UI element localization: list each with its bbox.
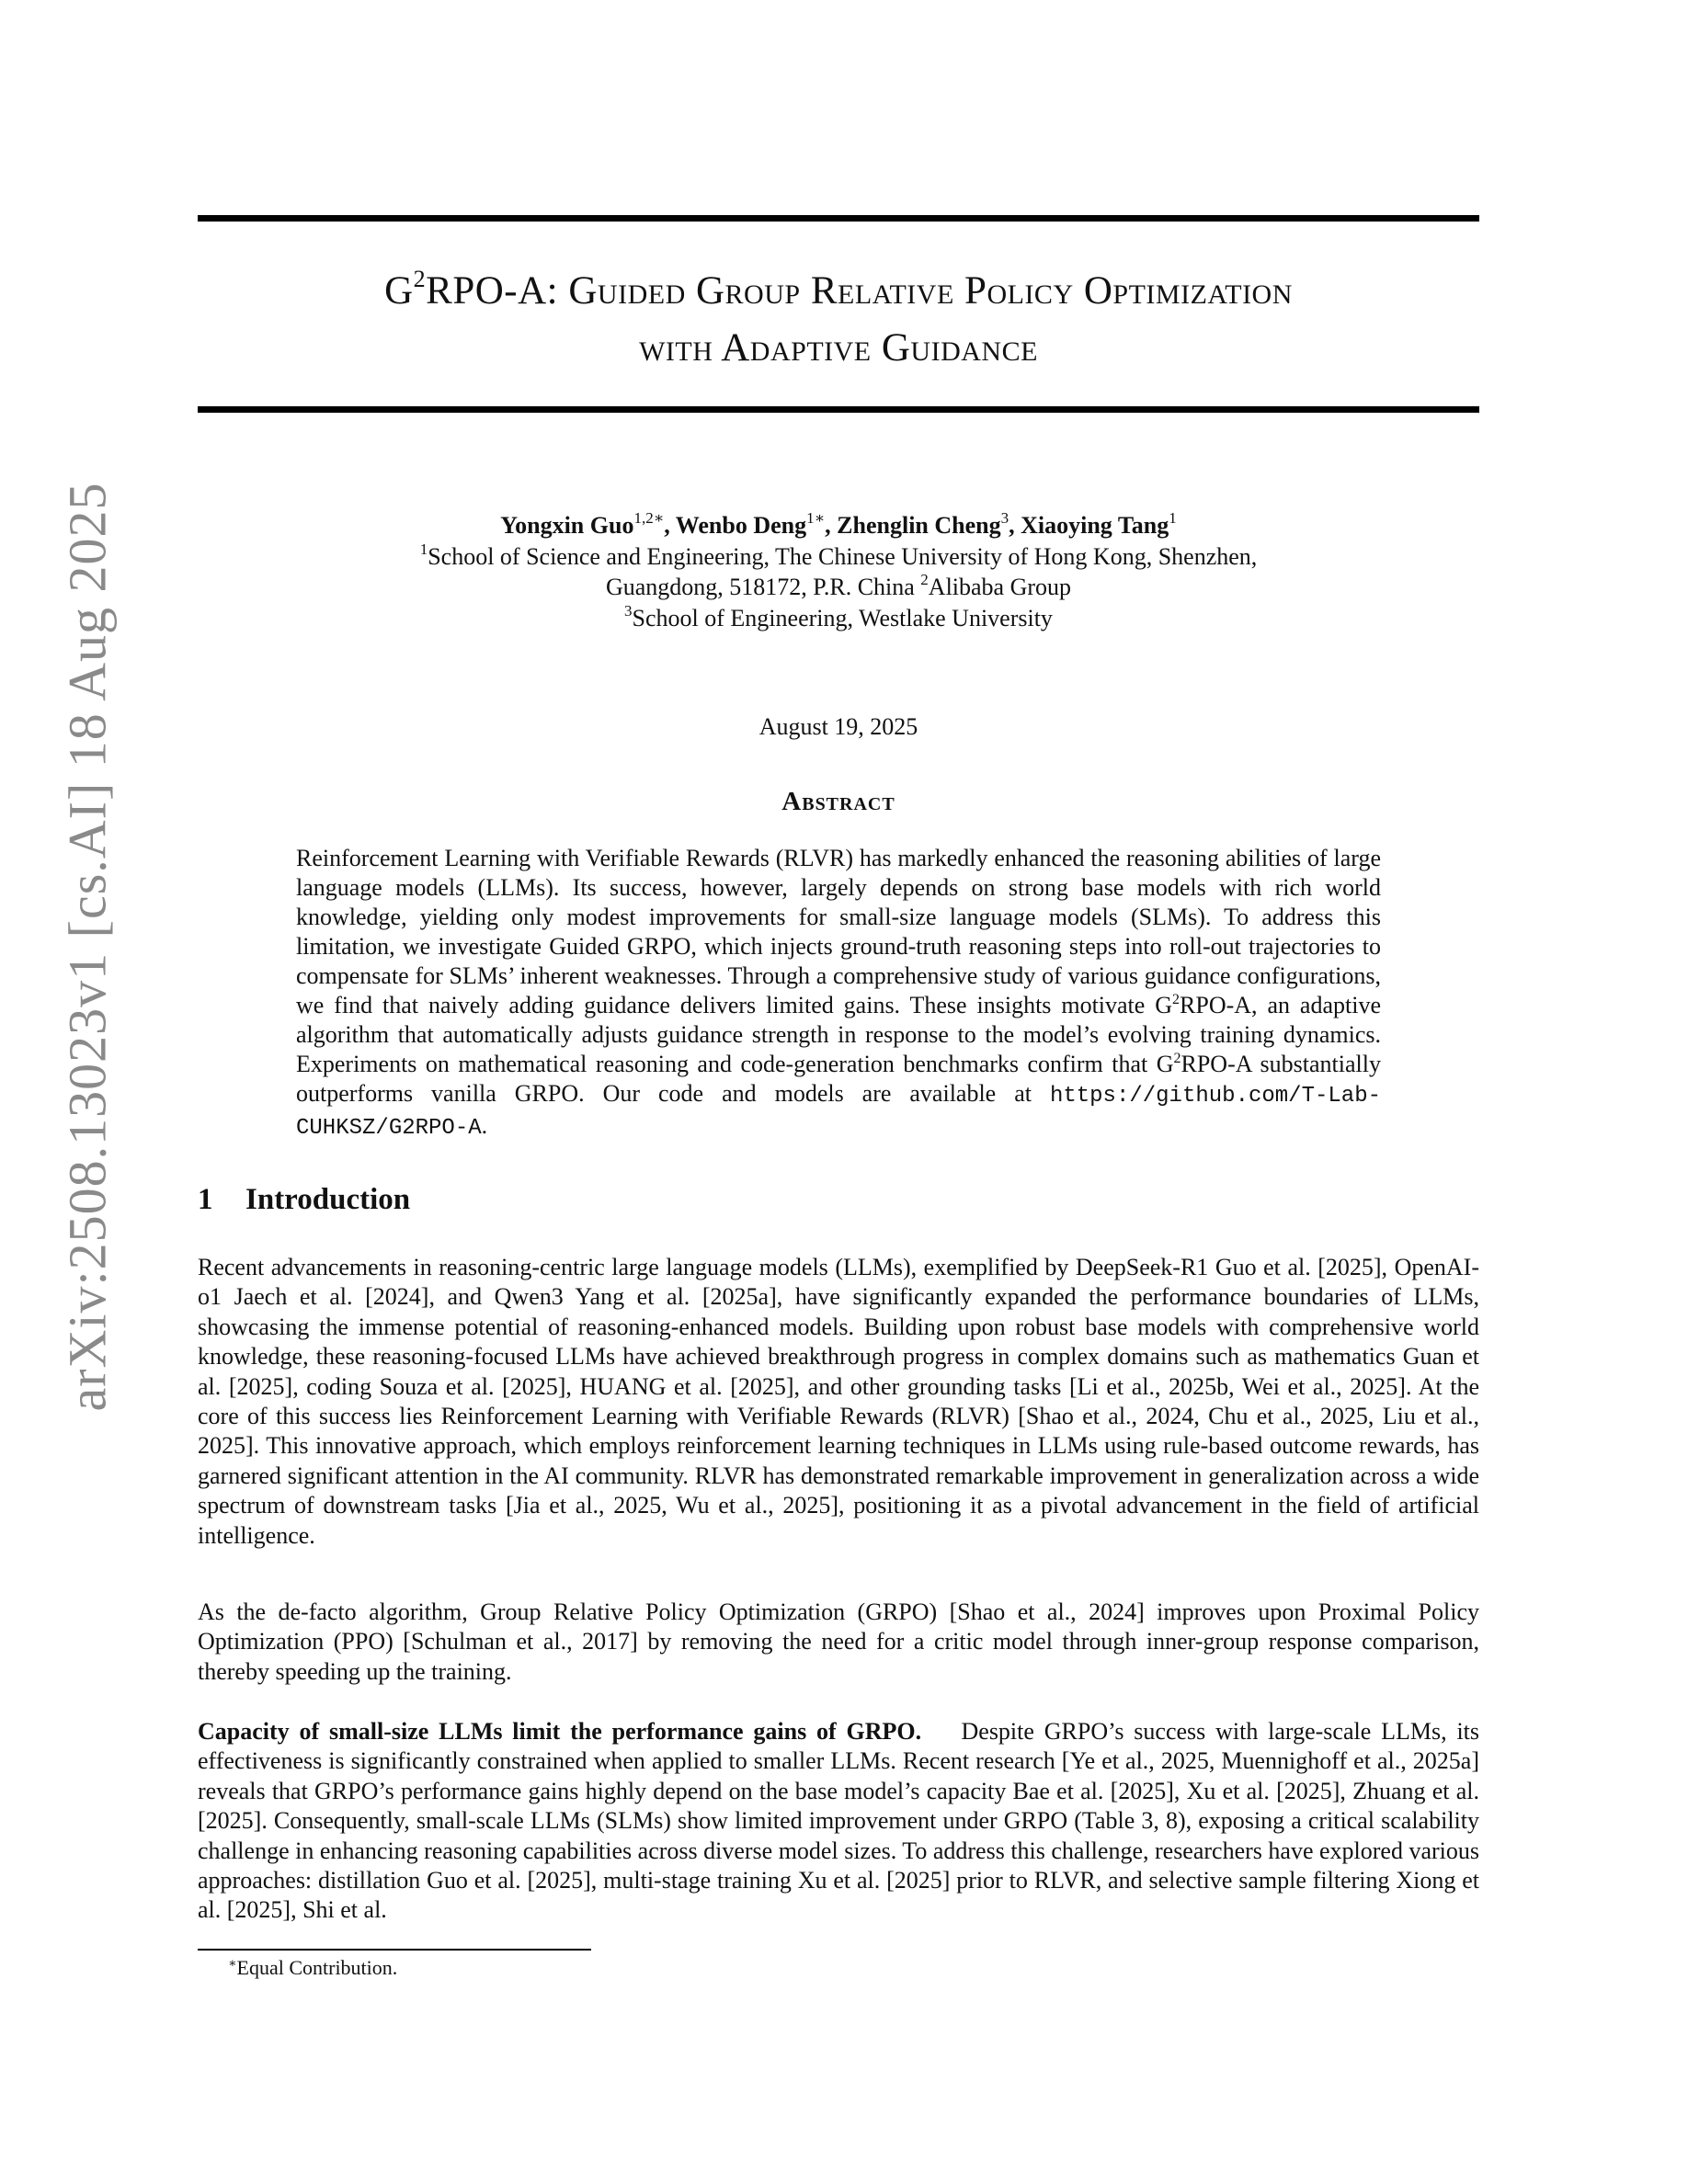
paragraph-spacer [921, 1718, 961, 1745]
body-paragraph [198, 1717, 1479, 1926]
title-superscript: 2 [413, 266, 427, 292]
title-line-2: with Adaptive Guidance [639, 326, 1038, 370]
author-separator: , [825, 512, 838, 539]
affiliation-line-2 [198, 572, 1479, 602]
affiliation-text: School of Engineering, Westlake University [632, 605, 1053, 631]
author-affiliation-mark: 3 [1000, 509, 1009, 527]
publication-date: August 19, 2025 [758, 713, 918, 740]
footnote-mark: ∗ [228, 1957, 237, 1971]
affiliation-mark: 3 [624, 602, 633, 620]
affiliation-mark: 1 [419, 540, 428, 558]
title-g: G [384, 269, 414, 313]
author-name: Yongxin Guo [500, 512, 634, 539]
affiliation-text: School of Science and Engineering, The Chinese University of Hong Kong, Shenzhen, [428, 543, 1258, 570]
author-list [198, 510, 1479, 540]
paragraph-text: Despite GRPO’s success with large-scale LLMs, its effectiveness is significantly constrained when applied to smaller LLMs. Recent research [Ye et al., 2025, Muennighoff et al., 2025a] reveals that GRPO’s performance gains highly depend on the base model’s capacity Bae et al. [2025], Xu et al. [2025], Zhuang et al. [2025]. Consequently, small-scale LLMs (SLMs) show limited improvement under GRPO (Table 3, 8), exposing a critical scalability challenge in enhancing reasoning capabilities across diverse model sizes. To address this challenge, researchers have explored various approaches: distillation Guo et al. [2025], multi-stage training Xu et al. [2025] prior to RLVR, and selective sample filtering Xiong et al. [2025], Shi et al. [198, 1718, 1480, 1924]
abstract-body [296, 844, 1381, 1143]
title-bottom-rule [198, 406, 1479, 413]
abstract-text: Reinforcement Learning with Verifiable Rewards (RLVR) has markedly enhanced the reasoning abilities of large language models (LLMs). Its success, however, largely depends on strong base models with rich world knowledge, yielding only modest improvements for small-size language models (SLMs). To address this limitation, we investigate Guided GRPO, which injects ground-truth reasoning steps into roll-out trajectories to compensate for SLMs’ inherent weaknesses. Through a comprehensive study of various guidance configurations, we find that naively adding guidance delivers limited gains. These insights motivate G [296, 845, 1381, 1018]
paper-title [198, 263, 1479, 377]
affiliation-text: Alibaba Group [928, 574, 1072, 600]
author-affiliation-mark: 1,2∗ [633, 509, 665, 527]
body-paragraph: As the de-facto algorithm, Group Relative Policy Optimization (GRPO) [Shao et al., 2024] improves upon Proximal Policy Optimization (PPO) [Schulman et al., 2017] by removing the need for a critic model through inner-group response comparison, thereby speeding up the training. [198, 1598, 1479, 1685]
section-number: 1 [198, 1183, 213, 1216]
abstract-text: . [481, 1112, 488, 1139]
footnote-rule [198, 1949, 591, 1951]
abstract-heading: Abstract [781, 787, 895, 816]
section-heading-introduction [198, 1183, 410, 1217]
abstract-superscript: 2 [1173, 1051, 1181, 1066]
abstract-text: RPO-A, an adaptive algorithm that automatically adjusts guidance strength in response to the model’s evolving training dynamics. Experiments on mathematical reasoning and code-generation benchmarks confirm that G [296, 992, 1381, 1077]
author-affiliation-mark: 1 [1169, 509, 1177, 527]
title-line-1 [198, 263, 1479, 320]
author-name: Wenbo Deng [675, 512, 807, 539]
author-name: Xiaoying Tang [1021, 512, 1169, 539]
affiliation-text: Guangdong, 518172, P.R. China [605, 574, 921, 600]
affiliation-line-1 [198, 541, 1479, 572]
affiliation-line-3 [198, 603, 1479, 633]
code-repository-link[interactable]: https://github.com/T-Lab-CUHKSZ/G2RPO-A [296, 1084, 1381, 1141]
section-title: Introduction [245, 1183, 411, 1216]
author-name: Zhenglin Cheng [837, 512, 1001, 539]
arxiv-identifier-stamp: arXiv:2508.13023v1 [cs.AI] 18 Aug 2025 [57, 482, 118, 1412]
author-separator: , [1009, 512, 1021, 539]
paragraph-lead-in: Capacity of small-size LLMs limit the performance gains of GRPO. [198, 1718, 922, 1745]
affiliation-mark: 2 [920, 571, 929, 588]
body-paragraph: Recent advancements in reasoning-centric large language models (LLMs), exemplified by DeepSeek-R1 Guo et al. [2025], OpenAI-o1 Jaech et al. [2024], and Qwen3 Yang et al. [2025a], have significantly expanded the performance boundaries of LLMs, showcasing the immense potential of reasoning-enhanced models. Building upon robust base models with comprehensive world knowledge, these reasoning-focused LLMs have achieved breakthrough progress in complex domains such as mathematics Guan et al. [2025], coding Souza et al. [2025], HUANG et al. [2025], and other grounding tasks [Li et al., 2025b, Wei et al., 2025]. At the core of this success lies Reinforcement Learning with Verifiable Rewards (RLVR) [Shao et al., 2024, Chu et al., 2025, Liu et al., 2025]. This innovative approach, which employs reinforcement learning techniques in LLMs using rule-based outcome rewards, has garnered significant attention in the AI community. RLVR has demonstrated remarkable improvement in generalization across a wide spectrum of downstream tasks [Jia et al., 2025, Wu et al., 2025], positioning it as a pivotal advancement in the field of artificial intelligence. [198, 1254, 1479, 1549]
author-separator: , [664, 512, 676, 539]
abstract-text: RPO-A substantially outperforms vanilla GRPO. Our code and models are available at [296, 1051, 1381, 1107]
footnote [228, 1955, 397, 1981]
title-top-rule [198, 215, 1479, 222]
title-line-1-text: RPO-A: Guided Group Relative Policy Optimization [426, 269, 1293, 313]
footnote-text: Equal Contribution. [236, 1956, 398, 1979]
abstract-superscript: 2 [1172, 992, 1180, 1007]
author-affiliation-mark: 1∗ [806, 509, 826, 527]
